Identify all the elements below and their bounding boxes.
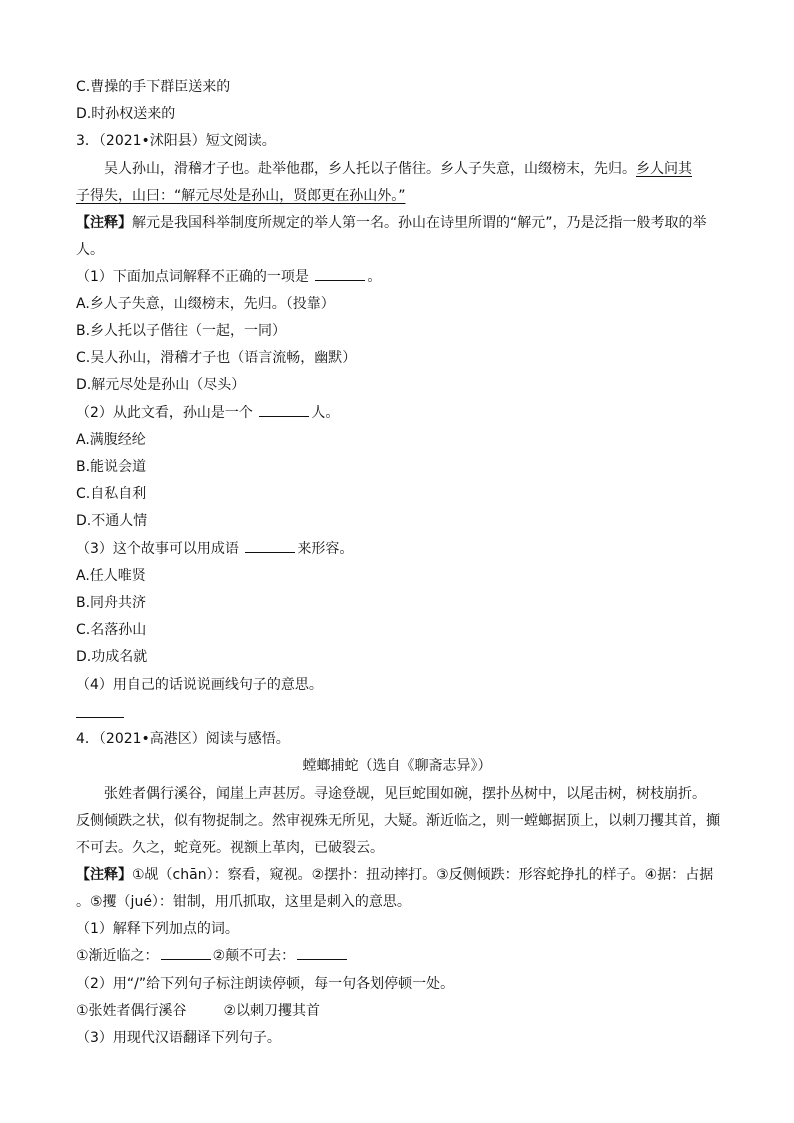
q3-note-label: 【注释】	[76, 215, 132, 231]
q4-note-line1	[76, 866, 713, 884]
q4-sub1-item-b: ②颠不可去：	[212, 948, 296, 964]
q4-title: 螳螂捕蛇（选自《聊斋志异》）	[302, 758, 492, 774]
q3-note-line1	[76, 214, 707, 232]
q3-sub3-option-b: B.同舟共济	[76, 595, 147, 611]
q4-note-line2: 。⑤攫（jué）：钳制，用爪抓取，这里是刺入的意思。	[76, 894, 411, 910]
q4-note-text: ①觇（chān）：察看，窥视。②摆扑：扭动摔打。③反侧倾跌：形容蛇挣扎的样子。④据：占据	[132, 867, 714, 883]
q3-sub1-suffix: 。	[367, 269, 382, 285]
q4-sub1-items	[76, 947, 349, 965]
q3-passage-line1	[104, 160, 692, 178]
q4-passage-line1: 张姓者偶行溪谷，闻崖上声甚厉。寻途登觇，见巨蛇围如碗，摆扑丛树中，以尾击树，树枝崩折。	[104, 786, 706, 802]
q4-sub2-question: （2）用“/”给下列句子标注朗读停顿，每一句各划停顿一处。	[76, 976, 455, 992]
q3-sub1-prefix: （1）下面加点词解释不正确的一项是	[76, 269, 309, 285]
q4-sub2-items	[76, 1002, 320, 1020]
answer-line[interactable]	[76, 717, 124, 718]
q3-sub3-option-d: D.功成名就	[76, 649, 148, 665]
answer-blank[interactable]	[297, 947, 347, 960]
q3-sub4-question: （4）用自己的话说说画线句子的意思。	[76, 677, 323, 693]
q3-sub2-question	[76, 404, 339, 422]
q3-passage-underlined-1: 乡人问其	[636, 161, 692, 177]
q4-sub2-item-a: ①张姓者偶行溪谷	[76, 1003, 187, 1019]
q3-sub2-option-c: C.自私自利	[76, 486, 147, 502]
q3-sub1-option-a: A.乡人子失意，山缀榜末，先归。（投靠）	[76, 296, 335, 312]
q3-note-line2: 人。	[76, 242, 104, 258]
q3-header: 3．（2021•沭阳县）短文阅读。	[76, 133, 276, 149]
q4-passage-line3: 不可去。久之，蛇竟死。视额上革肉，已破裂云。	[76, 840, 384, 856]
q4-sub3-question: （3）用现代汉语翻译下列句子。	[76, 1030, 281, 1046]
q3-sub1-option-b: B.乡人托以子偕往（一起，一同）	[76, 323, 287, 339]
q3-sub3-option-a: A.任人唯贤	[76, 568, 146, 584]
q3-passage-line2	[76, 187, 406, 205]
q3-sub3-prefix: （3）这个故事可以用成语	[76, 541, 239, 557]
q3-sub3-option-c: C.名落孙山	[76, 622, 147, 638]
q3-sub2-suffix: 人。	[311, 405, 340, 421]
answer-blank[interactable]	[245, 540, 295, 553]
q4-sub2-item-b: ②以刺刀攫其首	[223, 1003, 321, 1019]
q4-sub1-item-a: ①渐近临之：	[76, 948, 159, 964]
q4-sub1-question: （1）解释下列加点的词。	[76, 921, 239, 937]
q4-header: 4．（2021•高港区）阅读与感悟。	[76, 731, 290, 747]
q3-sub2-option-d: D.不通人情	[76, 513, 148, 529]
q3-sub1-option-d: D.解元尽处是孙山（尽头）	[76, 377, 246, 393]
q3-note-text: 解元是我国科举制度所规定的举人第一名。孙山在诗里所谓的“解元”，乃是泛指一般考取的举	[132, 215, 707, 231]
q3-sub2-option-a: A.满腹经纶	[76, 432, 146, 448]
q3-sub2-prefix: （2）从此文看，孙山是一个	[76, 405, 253, 421]
q3-passage-plain: 吴人孙山，滑稽才子也。赴举他郡，乡人托以子偕往。乡人子失意，山缀榜末，先归。	[104, 161, 636, 177]
q3-sub1-question	[76, 268, 381, 286]
q2-option-d: D.时孙权送来的	[76, 106, 176, 122]
answer-blank[interactable]	[161, 947, 211, 960]
q3-sub3-suffix: 来形容。	[297, 541, 354, 557]
q2-option-c: C.曹操的手下群臣送来的	[76, 79, 231, 95]
q3-passage-underlined-2: 子得失，山曰：“解元尽处是孙山，贤郎更在孙山外。”	[76, 188, 406, 204]
q4-passage-line2: 反侧倾跌之状，似有物捉制之。然审视殊无所见，大疑。渐近临之，则一螳螂据顶上，以刺刀攫其首，攧	[76, 813, 720, 829]
answer-blank[interactable]	[259, 404, 309, 417]
q3-sub3-question	[76, 540, 353, 558]
answer-blank[interactable]	[315, 268, 365, 281]
q4-note-label: 【注释】	[76, 867, 132, 883]
q3-sub1-option-c: C.吴人孙山，滑稽才子也（语言流畅，幽默）	[76, 350, 357, 366]
q3-sub2-option-b: B.能说会道	[76, 459, 147, 475]
